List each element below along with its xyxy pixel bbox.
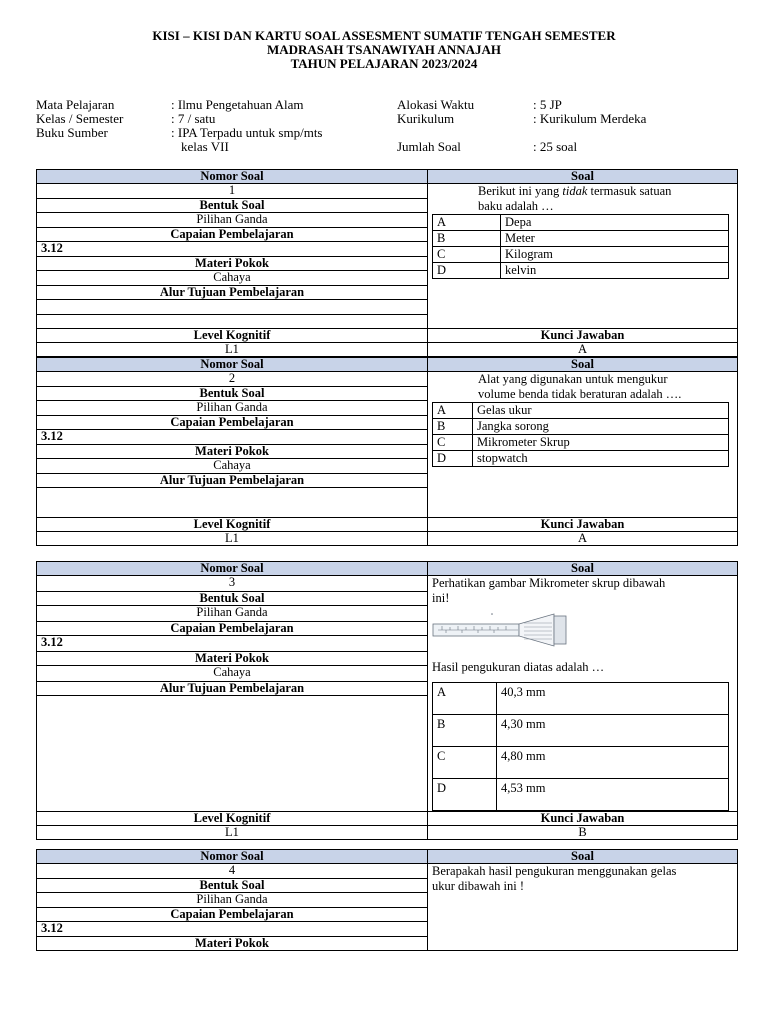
doc-title-line1: KISI – KISI DAN KARTU SOAL ASSESMENT SUMATIF TENGAH SEMESTER [152, 28, 616, 43]
level-label: Level Kognitif [37, 812, 428, 826]
capaian-value: 3.12 [37, 922, 428, 937]
question-cell [428, 372, 738, 518]
micrometer-image [432, 612, 567, 648]
options-table [432, 682, 729, 811]
question-text: Berapakah hasil pengukuran menggunakan gelas [432, 864, 677, 878]
option-row: B Jangka sorong [433, 419, 729, 435]
alokasi-value: : 5 JP [533, 97, 562, 112]
question-card-1 [36, 169, 738, 357]
nomor-soal-value: 4 [37, 864, 428, 879]
bentuk-soal-value: Pilihan Ganda [37, 893, 428, 908]
materi-value: Cahaya [37, 459, 428, 474]
question-text-3: Hasil pengukuran diatas adalah … [432, 660, 605, 674]
nomor-soal-value: 1 [37, 184, 428, 199]
kelas-value: : 7 / satu [171, 111, 216, 126]
question-cell [428, 864, 738, 951]
question-text: Berikut ini yang tidak termasuk satuan [478, 184, 672, 198]
kunci-value: A [428, 532, 738, 546]
option-row: C 4,80 mm [433, 747, 729, 779]
bentuk-soal-value: Pilihan Ganda [37, 213, 428, 228]
option-row: D kelvin [433, 263, 729, 279]
question-text-2: ukur dibawah ini ! [432, 879, 524, 893]
nomor-soal-value: 3 [37, 576, 428, 592]
kunci-label: Kunci Jawaban [428, 329, 738, 343]
alokasi-label: Alokasi Waktu [397, 97, 475, 112]
question-text: Alat yang digunakan untuk mengukur [478, 372, 668, 386]
bentuk-soal-label: Bentuk Soal [37, 591, 428, 605]
alur-value-2 [37, 315, 428, 329]
level-value: L1 [37, 826, 428, 840]
buku-label: Buku Sumber [36, 125, 108, 140]
soal-header: Soal [428, 170, 738, 184]
alur-value [37, 488, 428, 518]
option-row: B Meter [433, 231, 729, 247]
capaian-value: 3.12 [37, 242, 428, 257]
bentuk-soal-label: Bentuk Soal [37, 387, 428, 401]
kunci-value: A [428, 343, 738, 357]
alur-value [37, 300, 428, 315]
soal-header: Soal [428, 562, 738, 576]
nomor-soal-header: Nomor Soal [37, 170, 428, 184]
alur-label: Alur Tujuan Pembelajaran [37, 681, 428, 695]
soal-header: Soal [428, 358, 738, 372]
kurikulum-value: : Kurikulum Merdeka [533, 111, 647, 126]
option-row: A Depa [433, 215, 729, 231]
option-row: A Gelas ukur [433, 403, 729, 419]
options-table [432, 402, 729, 467]
nomor-soal-header: Nomor Soal [37, 562, 428, 576]
question-card-3 [36, 561, 738, 840]
capaian-label: Capaian Pembelajaran [37, 908, 428, 922]
capaian-value: 3.12 [37, 636, 428, 652]
materi-value: Cahaya [37, 666, 428, 682]
doc-title-line3: TAHUN PELAJARAN 2023/2024 [290, 56, 478, 71]
option-row: D 4,53 mm [433, 779, 729, 811]
materi-label: Materi Pokok [37, 257, 428, 271]
nomor-soal-header: Nomor Soal [37, 850, 428, 864]
buku-value-2: kelas VII [181, 139, 229, 154]
option-row: B 4,30 mm [433, 715, 729, 747]
jumlah-label: Jumlah Soal [397, 139, 461, 154]
level-label: Level Kognitif [37, 329, 428, 343]
level-label: Level Kognitif [37, 518, 428, 532]
question-card-4 [36, 849, 738, 951]
capaian-label: Capaian Pembelajaran [37, 621, 428, 635]
nomor-soal-header: Nomor Soal [37, 358, 428, 372]
level-value: L1 [37, 343, 428, 357]
kunci-value: B [428, 826, 738, 840]
question-text: Perhatikan gambar Mikrometer skrup dibawah [432, 576, 666, 590]
materi-value: Cahaya [37, 271, 428, 286]
materi-label: Materi Pokok [37, 937, 428, 951]
mapel-value: : Ilmu Pengetahuan Alam [171, 97, 304, 112]
capaian-label: Capaian Pembelajaran [37, 228, 428, 242]
bentuk-soal-label: Bentuk Soal [37, 199, 428, 213]
doc-title-line2: MADRASAH TSANAWIYAH ANNAJAH [266, 42, 502, 57]
materi-label: Materi Pokok [37, 651, 428, 665]
option-row: D stopwatch [433, 451, 729, 467]
question-text-2: ini! [432, 591, 450, 605]
alur-label: Alur Tujuan Pembelajaran [37, 286, 428, 300]
option-row: C Kilogram [433, 247, 729, 263]
bentuk-soal-value: Pilihan Ganda [37, 606, 428, 622]
kunci-label: Kunci Jawaban [428, 812, 738, 826]
capaian-value: 3.12 [37, 430, 428, 445]
alur-value [37, 696, 428, 812]
kelas-label: Kelas / Semester [36, 111, 124, 126]
alur-label: Alur Tujuan Pembelajaran [37, 474, 428, 488]
level-value: L1 [37, 532, 428, 546]
soal-header: Soal [428, 850, 738, 864]
nomor-soal-value: 2 [37, 372, 428, 387]
kurikulum-label: Kurikulum [397, 111, 455, 126]
bentuk-soal-value: Pilihan Ganda [37, 401, 428, 416]
buku-value: : IPA Terpadu untuk smp/mts [171, 125, 323, 140]
jumlah-value: : 25 soal [533, 139, 578, 154]
bentuk-soal-label: Bentuk Soal [37, 879, 428, 893]
option-row: C Mikrometer Skrup [433, 435, 729, 451]
option-row: A 40,3 mm [433, 683, 729, 715]
question-text-2: baku adalah … [478, 199, 554, 213]
question-cell [428, 576, 738, 812]
question-cell [428, 184, 738, 329]
mapel-label: Mata Pelajaran [36, 97, 115, 112]
question-card-2 [36, 357, 738, 546]
options-table [432, 214, 729, 279]
materi-label: Materi Pokok [37, 445, 428, 459]
capaian-label: Capaian Pembelajaran [37, 416, 428, 430]
kunci-label: Kunci Jawaban [428, 518, 738, 532]
question-text-2: volume benda tidak beraturan adalah …. [478, 387, 682, 401]
